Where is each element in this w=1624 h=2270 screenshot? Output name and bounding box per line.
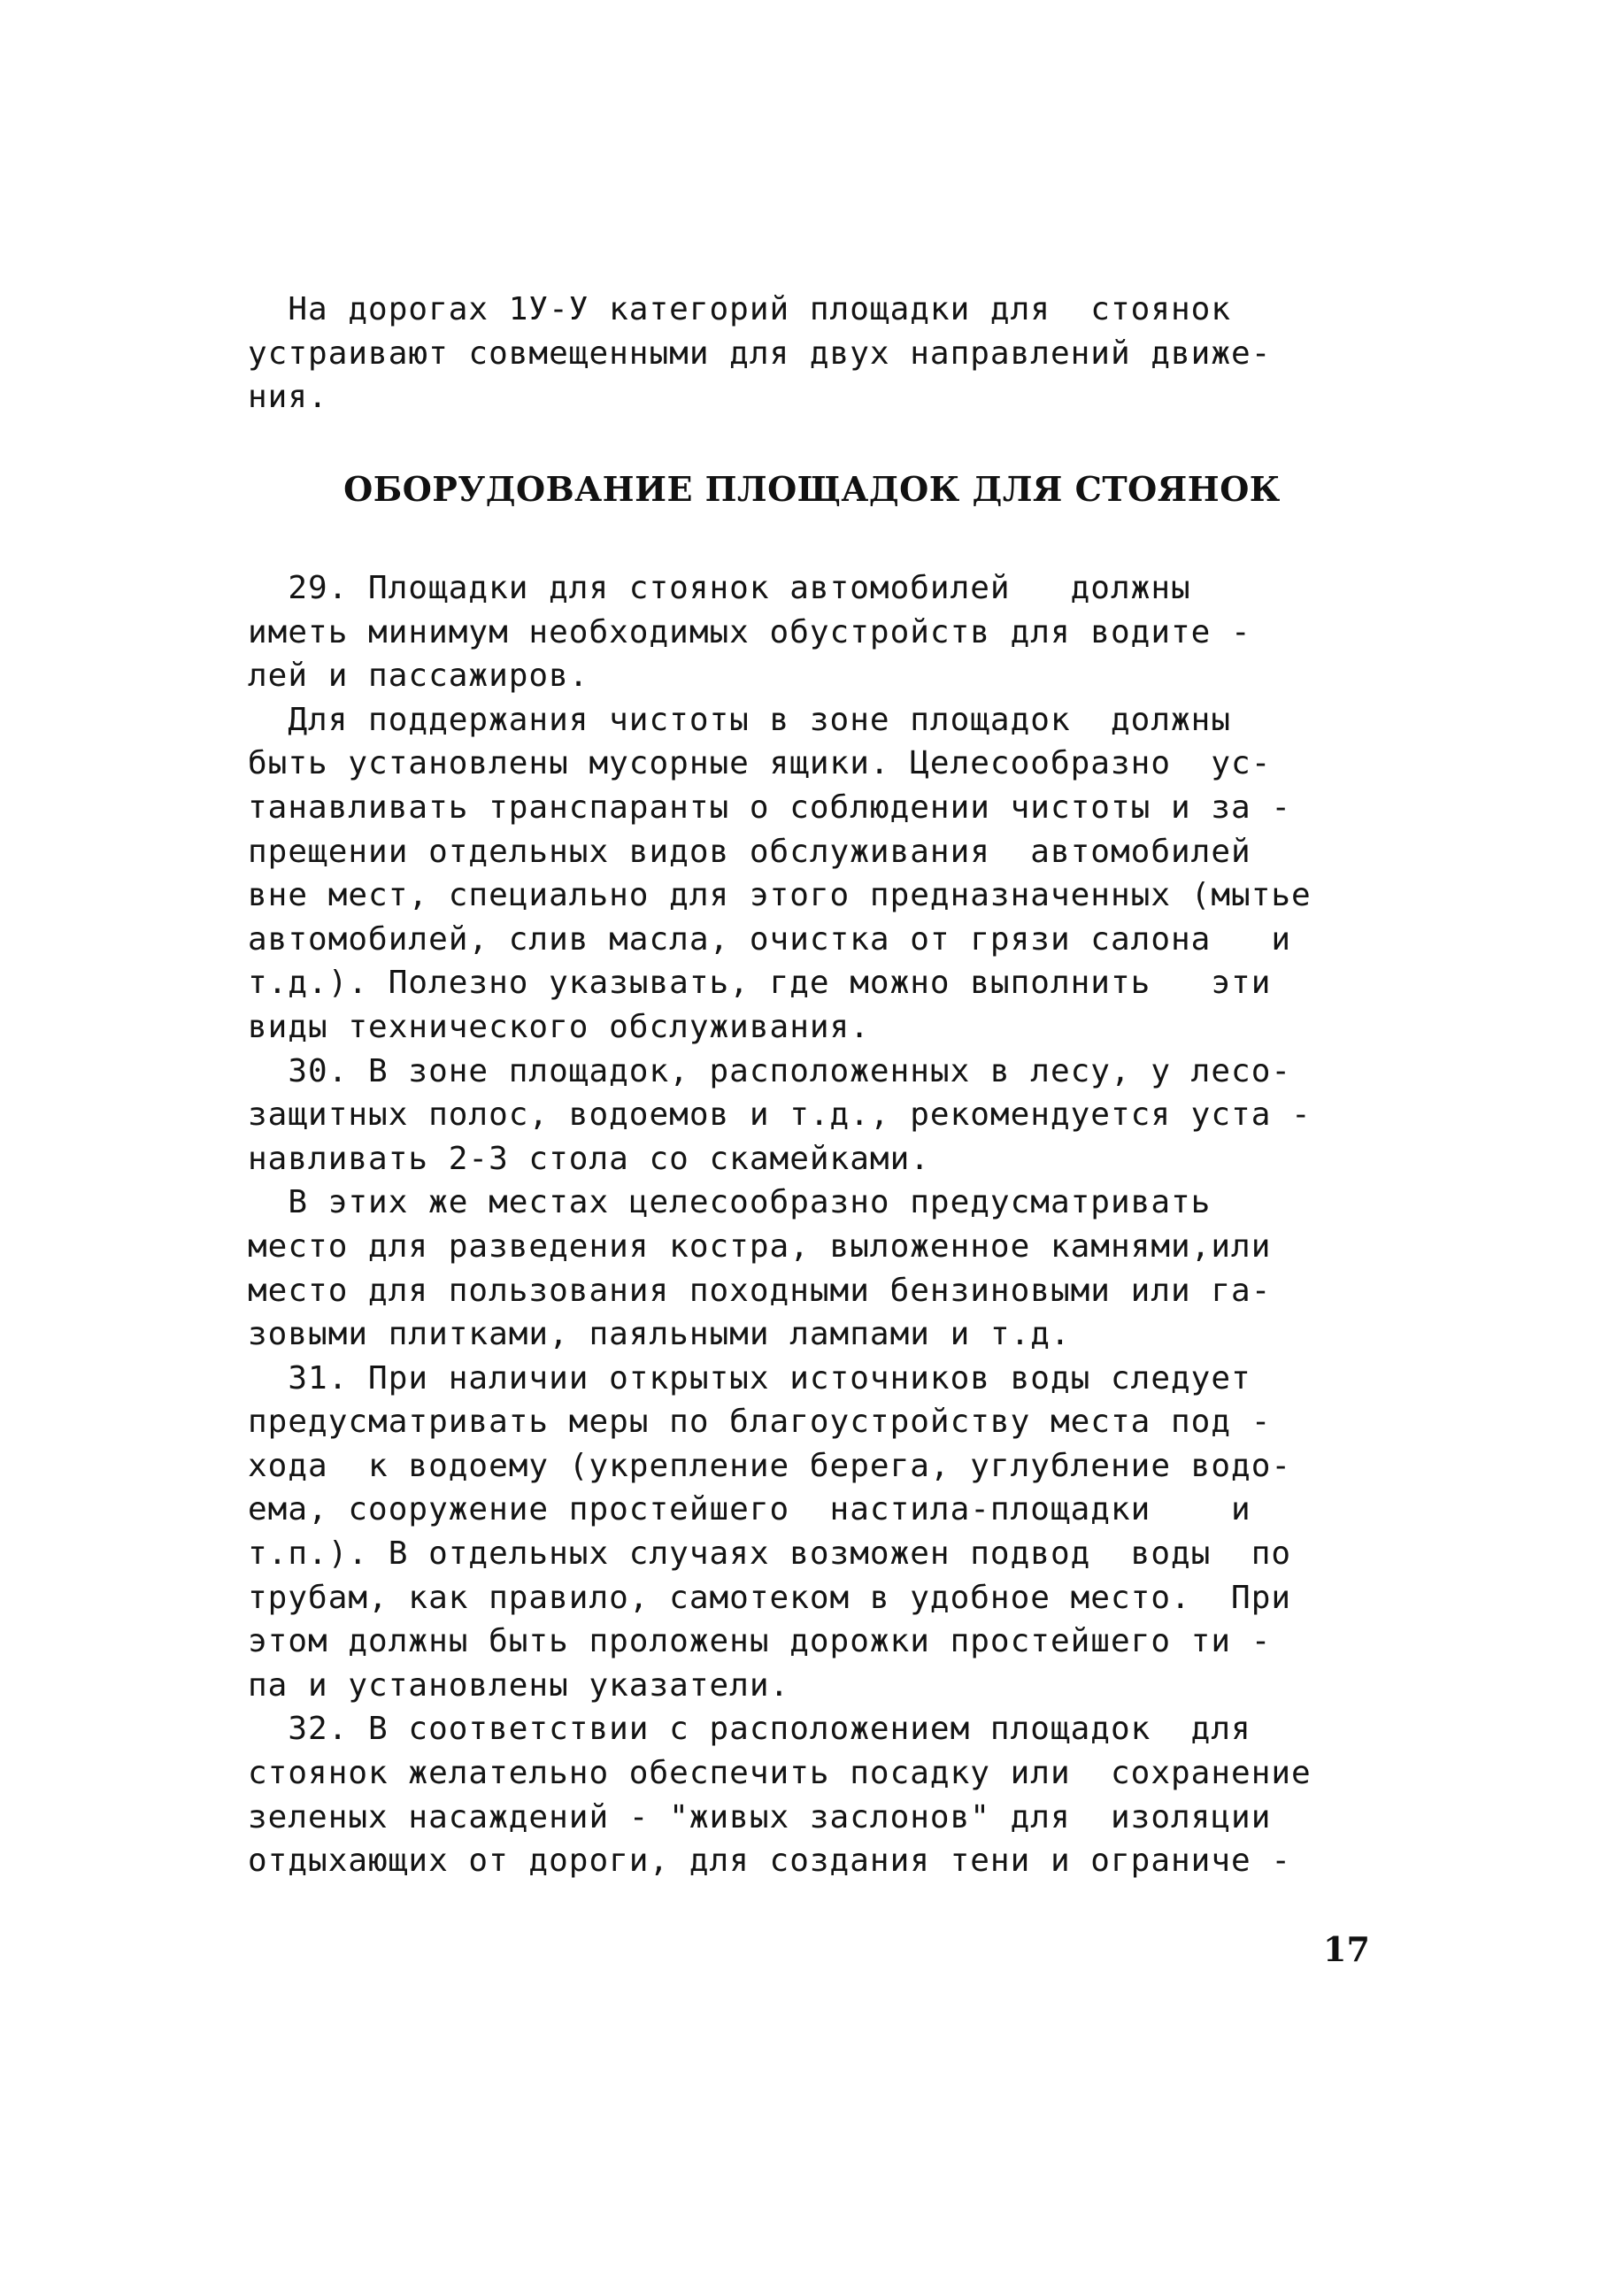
text-line: па и установлены указатели.: [248, 1666, 790, 1704]
text-line: место для разведения костра, выложенное камнями,или: [248, 1227, 1272, 1265]
text-line: танавливать транспаранты о соблюдении чистоты и за -: [248, 789, 1292, 826]
intro-paragraph: [248, 288, 1398, 419]
text-line: этом должны быть проложены дорожки простейшего ти -: [248, 1623, 1272, 1660]
text-line: лей и пассажиров.: [248, 658, 589, 695]
text-line: быть установлены мусорные ящики. Целесообразно ус-: [248, 745, 1272, 782]
text-line: отдыхающих от дороги, для создания тени и ограниче -: [248, 1843, 1292, 1880]
text-line: В этих же местах целесообразно предусматривать: [248, 1184, 1212, 1221]
text-line: устраивают совмещенными для двух направлений движе-: [248, 335, 1272, 372]
text-line: 29. Площадки для стоянок автомобилей должны: [248, 570, 1191, 606]
text-line: место для пользования походными бензиновыми или га-: [248, 1272, 1272, 1309]
text-line: Для поддержания чистоты в зоне площадок должны: [248, 701, 1232, 738]
text-line: стоянок желательно обеспечить посадку или сохранение: [248, 1755, 1312, 1792]
section-heading: ОБОРУДОВАНИЕ ПЛОЩАДОК ДЛЯ СТОЯНОК: [343, 469, 1281, 509]
text-line: На дорогах 1У-У категорий площадки для стоянок: [248, 291, 1232, 327]
text-line: ния.: [248, 379, 328, 416]
text-line: 31. При наличии открытых источников воды следует: [248, 1359, 1251, 1397]
text-line: зовыми плитками, паяльными лампами и т.д.: [248, 1316, 1071, 1353]
text-line: трубам, как правило, самотеком в удобное место. При: [248, 1579, 1292, 1616]
text-line: хода к водоему (укрепление берега, углубление водо-: [248, 1447, 1292, 1484]
text-line: зеленых насаждений - "живых заслонов" для изоляции: [248, 1798, 1272, 1835]
text-line: виды технического обслуживания.: [248, 1008, 870, 1045]
text-line: иметь минимум необходимых обустройств для водите -: [248, 613, 1251, 650]
text-line: навливать 2-3 стола со скамейками.: [248, 1140, 930, 1177]
text-line: прещении отдельных видов обслуживания автомобилей: [248, 833, 1251, 870]
text-line: 30. В зоне площадок, расположенных в лесу, у лесо-: [248, 1052, 1292, 1089]
text-line: ема, сооружение простейшего настила-площадки и: [248, 1491, 1251, 1528]
section-body: [248, 566, 1398, 1883]
text-line: т.п.). В отдельных случаях возможен подвод воды по: [248, 1535, 1292, 1573]
text-line: автомобилей, слив масла, очистка от грязи салона и: [248, 920, 1292, 958]
text-line: защитных полос, водоемов и т.д., рекомендуется уста -: [248, 1097, 1312, 1134]
text-line: т.д.). Полезно указывать, где можно выполнить эти: [248, 965, 1272, 1002]
text-line: вне мест, специально для этого предназначенных (мытье: [248, 877, 1312, 914]
text-line: 32. В соответствии с расположением площадок для: [248, 1711, 1251, 1748]
text-line: предусматривать меры по благоустройству места под -: [248, 1404, 1272, 1441]
page-number: 17: [1323, 1929, 1370, 1969]
